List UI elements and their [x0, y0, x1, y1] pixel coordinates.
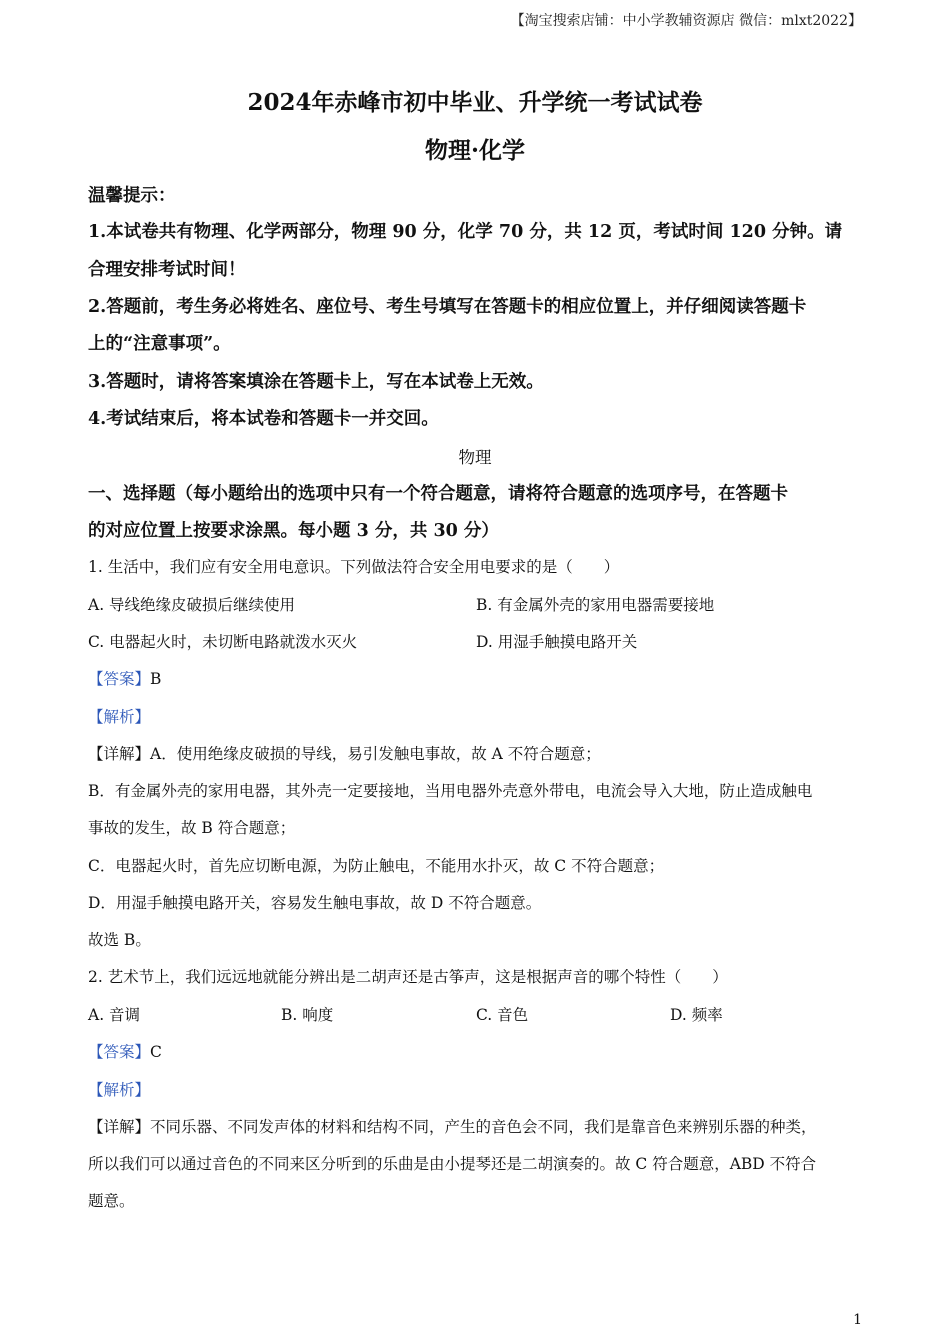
question-stem: 2. 艺术节上，我们远远地就能分辨出是二胡声还是古筝声，这是根据声音的哪个特性（ ）: [88, 968, 728, 986]
tips-heading: 温馨提示：: [88, 186, 176, 206]
explanation-line: 所以我们可以通过音色的不同来区分听到的乐曲是由小提琴还是二胡演奏的。故 C 符合题意，ABD 不符合: [88, 1155, 817, 1173]
explanation-line: B．有金属外壳的家用电器，其外壳一定要接地，当用电器外壳意外带电，电流会导入大地，防止造成触电: [88, 782, 813, 800]
question-stem: 1. 生活中，我们应有安全用电意识。下列做法符合安全用电要求的是（ ）: [88, 558, 620, 576]
analysis-tag: 【解析】: [88, 1081, 151, 1099]
option-a: A. 音调: [88, 1006, 141, 1024]
option-c: C. 音色: [476, 1006, 529, 1024]
answer-line: [88, 1040, 863, 1062]
analysis-line: [88, 705, 863, 727]
answer-line: [88, 667, 863, 689]
answer-tag: 【答案】: [88, 1043, 151, 1061]
tip-line: 2.答题前，考生务必将姓名、座位号、考生号填写在答题卡的相应位置上，并仔细阅读答题卡: [88, 297, 807, 317]
part-heading: 一、选择题（每小题给出的选项中只有一个符合题意，请将符合题意的选项序号，在答题卡: [88, 484, 788, 504]
part-heading: 的对应位置上按要求涂黑。每小题 3 分，共 30 分）: [88, 521, 499, 541]
explanation-line: D．用湿手触摸电路开关，容易发生触电事故，故 D 不符合题意。: [88, 894, 542, 912]
analysis-tag: 【解析】: [88, 708, 151, 726]
answer-tag: 【答案】: [88, 670, 151, 688]
explanation-line: 事故的发生，故 B 符合题意；: [88, 819, 296, 837]
option-d: D. 频率: [670, 1006, 723, 1024]
answer-value: B: [150, 670, 162, 688]
tip-line: 1.本试卷共有物理、化学两部分，物理 90 分，化学 70 分，共 12 页，考试时间 120 分钟。请: [88, 222, 843, 242]
explanation-line: [88, 742, 863, 764]
option-c: C. 电器起火时，未切断电路就泼水灭火: [88, 633, 358, 651]
explanation-line: C．电器起火时，首先应切断电源，为防止触电，不能用水扑灭，故 C 不符合题意；: [88, 857, 665, 875]
explanation-line: 题意。: [88, 1192, 135, 1210]
option-b: B. 有金属外壳的家用电器需要接地: [476, 596, 715, 614]
tip-line: 合理安排考试时间！: [88, 260, 246, 280]
tip-line: 4.考试结束后，将本试卷和答题卡一并交回。: [88, 409, 439, 429]
detail-tag: 【详解】: [88, 1118, 151, 1136]
header-note: 【淘宝搜索店铺：中小学教辅资源店 微信：mlxt2022】: [510, 13, 862, 29]
exam-title: 2024年赤峰市初中毕业、升学统一考试试卷: [247, 89, 703, 116]
explanation-text: A．使用绝缘皮破损的导线，易引发触电事故，故 A 不符合题意；: [150, 745, 601, 763]
explanation-line: 故选 B。: [88, 931, 151, 949]
analysis-line: [88, 1078, 863, 1100]
exam-subtitle: 物理·化学: [424, 137, 525, 164]
option-a: A. 导线绝缘皮破损后继续使用: [88, 596, 296, 614]
detail-tag: 【详解】: [88, 745, 151, 763]
option-b: B. 响度: [281, 1006, 334, 1024]
option-d: D. 用湿手触摸电路开关: [476, 633, 638, 651]
page-number: 1: [853, 1312, 862, 1328]
tip-line: 3.答题时，请将答案填涂在答题卡上，写在本试卷上无效。: [88, 372, 544, 392]
explanation-text: 不同乐器、不同发声体的材料和结构不同，产生的音色会不同，我们是靠音色来辨别乐器的种类，: [150, 1118, 817, 1136]
section-title: 物理: [458, 448, 492, 467]
explanation-line: [88, 1115, 863, 1137]
answer-value: C: [150, 1043, 162, 1061]
tip-line: 上的“注意事项”。: [88, 334, 231, 354]
